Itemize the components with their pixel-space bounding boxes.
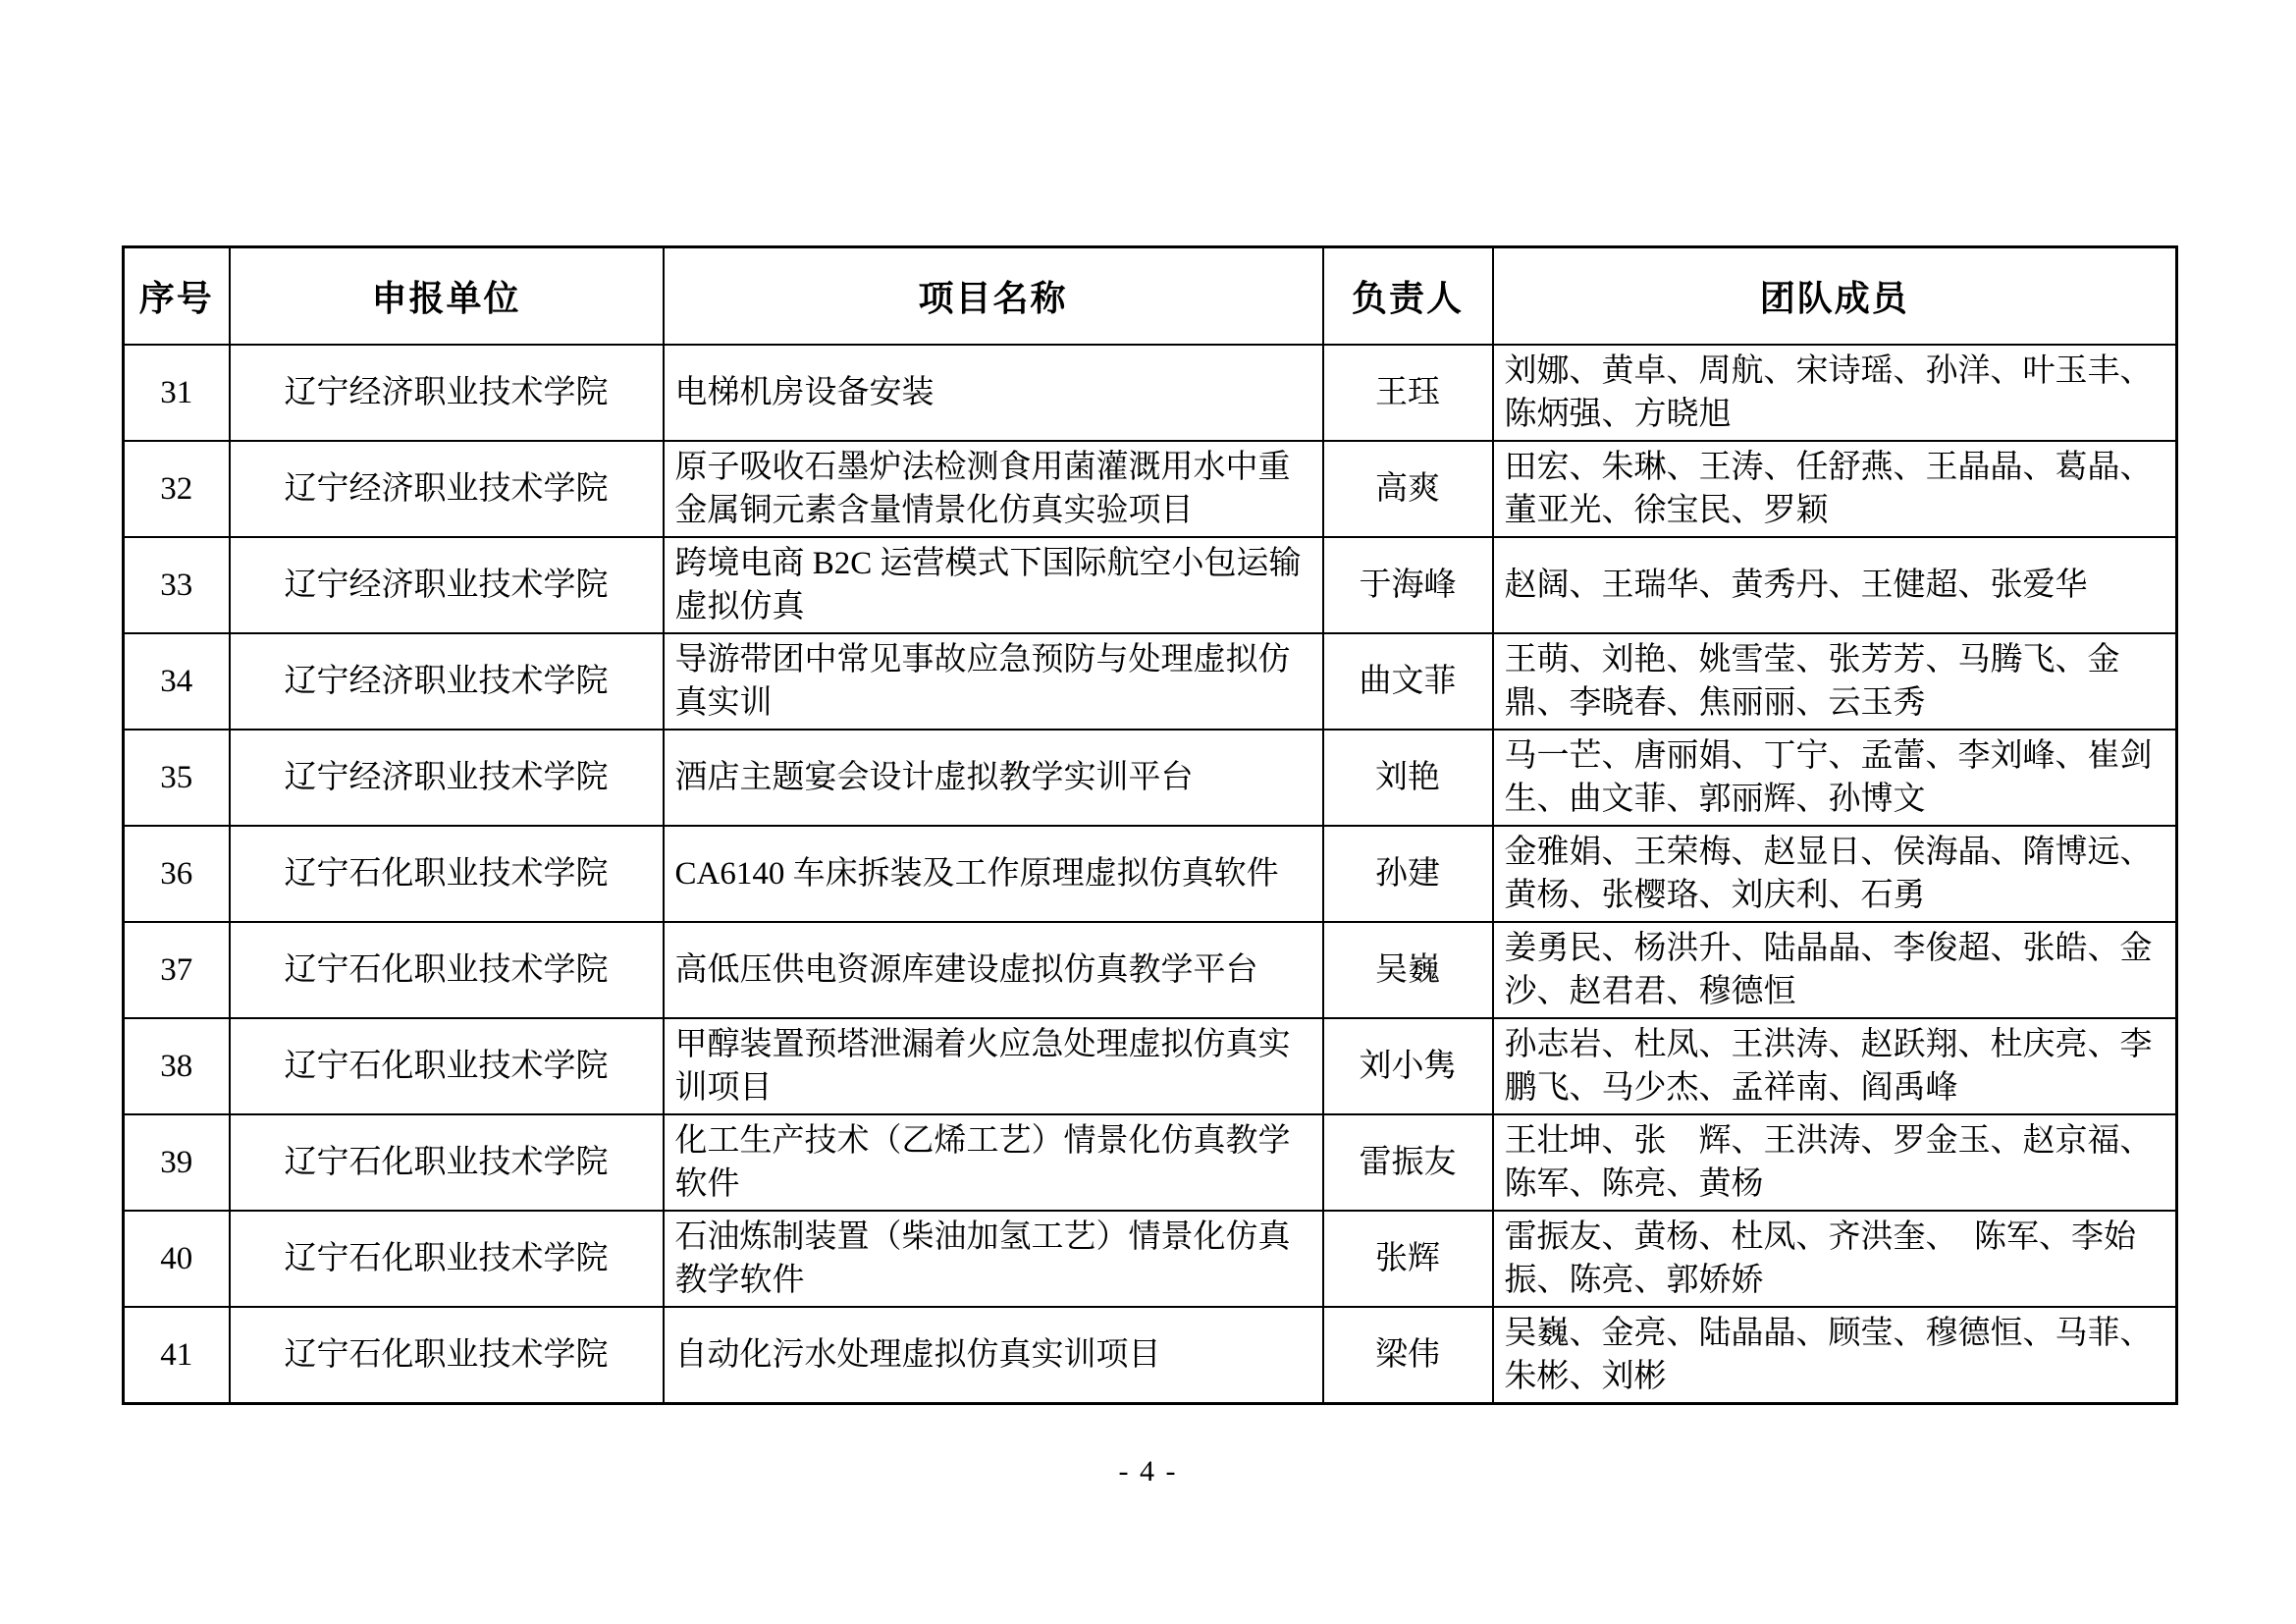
cell-no: 41	[124, 1307, 230, 1404]
cell-unit: 辽宁经济职业技术学院	[230, 345, 664, 441]
cell-project: CA6140 车床拆装及工作原理虚拟仿真软件	[664, 826, 1323, 922]
cell-team: 刘娜、黄卓、周航、宋诗瑶、孙洋、叶玉丰、陈炳强、方晓旭	[1493, 345, 2177, 441]
col-header-team: 团队成员	[1493, 247, 2177, 346]
cell-unit: 辽宁经济职业技术学院	[230, 537, 664, 633]
cell-leader: 王珏	[1323, 345, 1493, 441]
cell-team: 金雅娟、王荣梅、赵显日、侯海晶、隋博远、黄杨、张樱珞、刘庆利、石勇	[1493, 826, 2177, 922]
table-row	[124, 633, 2177, 730]
cell-team: 吴巍、金亮、陆晶晶、顾莹、穆德恒、马菲、朱彬、刘彬	[1493, 1307, 2177, 1404]
cell-leader: 梁伟	[1323, 1307, 1493, 1404]
table-row	[124, 537, 2177, 633]
cell-no: 35	[124, 730, 230, 826]
cell-project: 导游带团中常见事故应急预防与处理虚拟仿真实训	[664, 633, 1323, 730]
cell-team: 王萌、刘艳、姚雪莹、张芳芳、马腾飞、金鼎、李晓春、焦丽丽、云玉秀	[1493, 633, 2177, 730]
cell-unit: 辽宁石化职业技术学院	[230, 1018, 664, 1114]
table-row	[124, 826, 2177, 922]
cell-no: 40	[124, 1211, 230, 1307]
table-row	[124, 345, 2177, 441]
table-row	[124, 1114, 2177, 1211]
cell-project: 酒店主题宴会设计虚拟教学实训平台	[664, 730, 1323, 826]
cell-leader: 雷振友	[1323, 1114, 1493, 1211]
col-header-project: 项目名称	[664, 247, 1323, 346]
cell-leader: 刘艳	[1323, 730, 1493, 826]
cell-team: 赵阔、王瑞华、黄秀丹、王健超、张爱华	[1493, 537, 2177, 633]
cell-leader: 孙建	[1323, 826, 1493, 922]
table-row	[124, 1307, 2177, 1404]
cell-project: 跨境电商 B2C 运营模式下国际航空小包运输虚拟仿真	[664, 537, 1323, 633]
cell-no: 36	[124, 826, 230, 922]
cell-unit: 辽宁石化职业技术学院	[230, 1114, 664, 1211]
cell-project: 电梯机房设备安装	[664, 345, 1323, 441]
cell-leader: 吴巍	[1323, 922, 1493, 1018]
table-header-row	[124, 247, 2177, 346]
cell-no: 37	[124, 922, 230, 1018]
page-number: - 4 -	[1118, 1455, 1178, 1488]
cell-unit: 辽宁石化职业技术学院	[230, 1211, 664, 1307]
cell-project: 甲醇装置预塔泄漏着火应急处理虚拟仿真实训项目	[664, 1018, 1323, 1114]
cell-team: 王壮坤、张 辉、王洪涛、罗金玉、赵京福、陈军、陈亮、黄杨	[1493, 1114, 2177, 1211]
cell-no: 38	[124, 1018, 230, 1114]
table-row	[124, 1211, 2177, 1307]
cell-project: 高低压供电资源库建设虚拟仿真教学平台	[664, 922, 1323, 1018]
cell-team: 姜勇民、杨洪升、陆晶晶、李俊超、张皓、金沙、赵君君、穆德恒	[1493, 922, 2177, 1018]
cell-team: 马一芒、唐丽娟、丁宁、孟蕾、李刘峰、崔剑生、曲文菲、郭丽辉、孙博文	[1493, 730, 2177, 826]
cell-project: 原子吸收石墨炉法检测食用菌灌溉用水中重金属铜元素含量情景化仿真实验项目	[664, 441, 1323, 537]
cell-no: 33	[124, 537, 230, 633]
cell-leader: 曲文菲	[1323, 633, 1493, 730]
cell-no: 39	[124, 1114, 230, 1211]
cell-leader: 张辉	[1323, 1211, 1493, 1307]
col-header-leader: 负责人	[1323, 247, 1493, 346]
cell-unit: 辽宁经济职业技术学院	[230, 633, 664, 730]
cell-unit: 辽宁经济职业技术学院	[230, 441, 664, 537]
cell-unit: 辽宁石化职业技术学院	[230, 826, 664, 922]
cell-leader: 高爽	[1323, 441, 1493, 537]
table-row	[124, 1018, 2177, 1114]
cell-leader: 于海峰	[1323, 537, 1493, 633]
table-row	[124, 730, 2177, 826]
table-row	[124, 441, 2177, 537]
cell-team: 田宏、朱琳、王涛、任舒燕、王晶晶、葛晶、董亚光、徐宝民、罗颖	[1493, 441, 2177, 537]
cell-no: 34	[124, 633, 230, 730]
cell-team: 孙志岩、杜凤、王洪涛、赵跃翔、杜庆亮、李鹏飞、马少杰、孟祥南、阎禹峰	[1493, 1018, 2177, 1114]
cell-project: 自动化污水处理虚拟仿真实训项目	[664, 1307, 1323, 1404]
cell-unit: 辽宁石化职业技术学院	[230, 922, 664, 1018]
cell-unit: 辽宁石化职业技术学院	[230, 1307, 664, 1404]
cell-team: 雷振友、黄杨、杜凤、齐洪奎、 陈军、李始振、陈亮、郭娇娇	[1493, 1211, 2177, 1307]
col-header-no: 序号	[124, 247, 230, 346]
cell-no: 31	[124, 345, 230, 441]
projects-table	[122, 245, 2178, 1405]
cell-project: 石油炼制装置（柴油加氢工艺）情景化仿真教学软件	[664, 1211, 1323, 1307]
cell-no: 32	[124, 441, 230, 537]
cell-leader: 刘小隽	[1323, 1018, 1493, 1114]
table-row	[124, 922, 2177, 1018]
col-header-unit: 申报单位	[230, 247, 664, 346]
cell-unit: 辽宁经济职业技术学院	[230, 730, 664, 826]
cell-project: 化工生产技术（乙烯工艺）情景化仿真教学软件	[664, 1114, 1323, 1211]
